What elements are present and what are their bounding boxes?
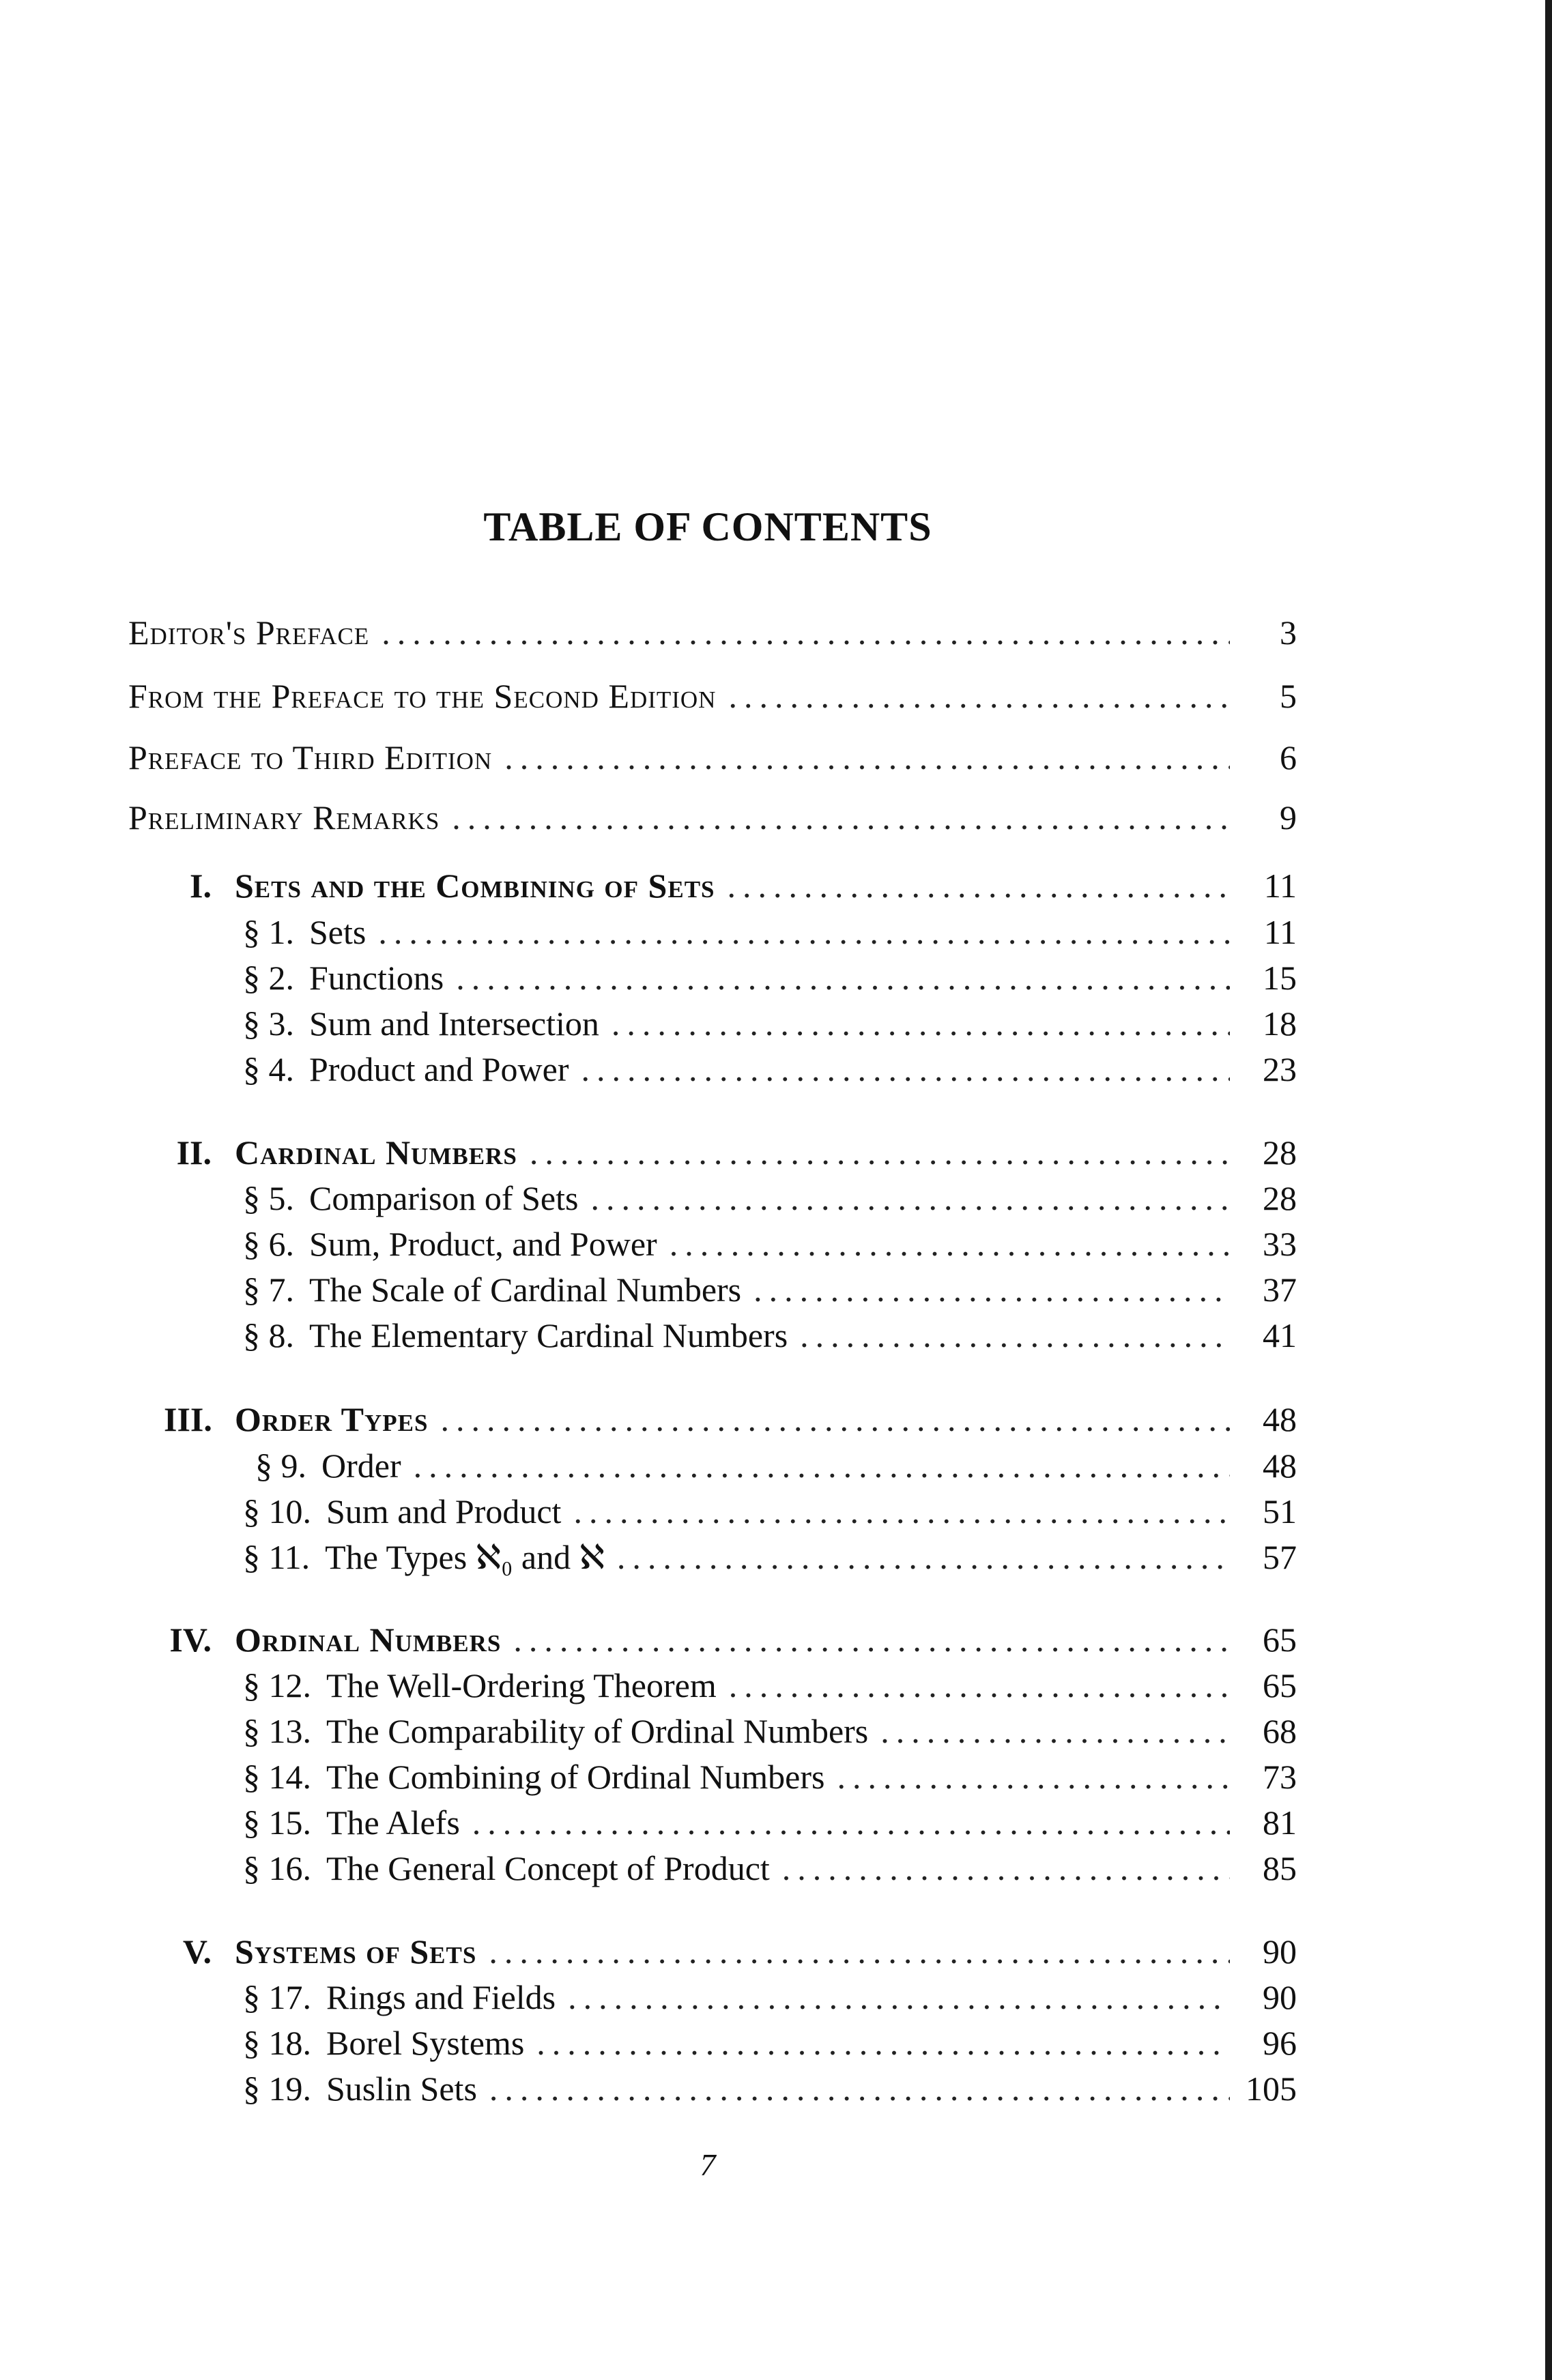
toc-entry-page: 9 (1280, 798, 1297, 837)
toc-chapter-2[interactable] (164, 1131, 1297, 1174)
dot-leader (617, 1535, 1230, 1579)
dot-leader (837, 1755, 1230, 1799)
section-title: Order (321, 1447, 401, 1485)
section-page: 18 (1263, 1004, 1297, 1043)
chapter-page: 48 (1263, 1400, 1297, 1438)
section-number: § 6. (243, 1225, 294, 1263)
section-number: § 18. (243, 2024, 311, 2062)
dot-leader (670, 1222, 1230, 1266)
section-title: Sum and Product (326, 1492, 562, 1530)
section-number: § 19. (243, 2070, 311, 2108)
dot-leader (378, 910, 1230, 954)
section-title: Comparison of Sets (309, 1179, 579, 1217)
section-title: The Types ℵ₀ and ℵ (325, 1538, 605, 1576)
section-number: § 9. (255, 1447, 306, 1485)
toc-entry-page: 5 (1280, 677, 1297, 715)
chapter-page: 11 (1263, 867, 1297, 905)
dot-leader (880, 1709, 1230, 1753)
chapter-numeral: I. (190, 867, 212, 905)
section-title: The Well-Ordering Theorem (326, 1666, 717, 1704)
toc-entry-preface-second-edition[interactable] (128, 674, 1297, 718)
chapter-title: Ordinal Numbers (235, 1621, 502, 1659)
section-title: The Scale of Cardinal Numbers (309, 1271, 742, 1309)
chapter-title: Cardinal Numbers (235, 1133, 517, 1172)
dot-leader (728, 674, 1230, 718)
toc-section[interactable] (243, 956, 1297, 1000)
section-title: The Combining of Ordinal Numbers (326, 1758, 825, 1796)
dot-leader (800, 1314, 1230, 1357)
toc-section[interactable] (243, 910, 1297, 954)
toc-chapter-1[interactable] (164, 864, 1297, 908)
section-number: § 2. (243, 959, 294, 997)
toc-section[interactable] (243, 1664, 1297, 1707)
dot-leader (590, 1176, 1230, 1220)
section-page: 90 (1263, 1978, 1297, 2016)
section-title: Sum and Intersection (309, 1004, 599, 1043)
section-page: 96 (1263, 2024, 1297, 2062)
section-title: Functions (309, 959, 444, 997)
chapter-numeral: IV. (169, 1621, 212, 1659)
section-page: 73 (1263, 1758, 1297, 1796)
section-title: The Alefs (326, 1803, 460, 1842)
section-title: Sets (309, 913, 367, 951)
dot-leader (489, 1930, 1230, 1973)
toc-section[interactable] (243, 1801, 1297, 1844)
toc-entry-editors-preface[interactable] (128, 611, 1297, 654)
dot-leader (581, 1047, 1231, 1091)
chapter-numeral: V. (182, 1932, 212, 1971)
section-number: § 8. (243, 1316, 294, 1354)
section-title: Rings and Fields (326, 1978, 556, 2016)
toc-section[interactable] (243, 1709, 1297, 1753)
dot-leader (513, 1618, 1230, 1661)
chapter-page: 90 (1263, 1932, 1297, 1971)
section-number: § 17. (243, 1978, 311, 2016)
toc-section[interactable] (243, 1535, 1297, 1579)
toc-chapter-4[interactable] (164, 1618, 1297, 1661)
section-page: 81 (1263, 1803, 1297, 1842)
page-number: 7 (700, 2147, 716, 2182)
toc-section[interactable] (255, 1444, 1297, 1488)
section-page: 28 (1263, 1179, 1297, 1217)
section-number: § 12. (243, 1666, 311, 1704)
dot-leader (729, 1664, 1230, 1707)
dot-leader (612, 1002, 1230, 1045)
dot-leader (472, 1801, 1230, 1844)
section-number: § 11. (243, 1538, 311, 1576)
section-title: Sum, Product, and Power (309, 1225, 657, 1263)
chapter-title: Order Types (235, 1400, 429, 1438)
section-page: 15 (1263, 959, 1297, 997)
dot-leader (530, 1131, 1230, 1174)
dot-leader (504, 736, 1230, 779)
toc-entry-label: Editor's Preface (128, 613, 370, 652)
section-page: 33 (1263, 1225, 1297, 1263)
section-page: 65 (1263, 1666, 1297, 1704)
toc-entry-preliminary-remarks[interactable] (128, 796, 1297, 839)
dot-leader (536, 2021, 1230, 2065)
chapter-page: 28 (1263, 1133, 1297, 1172)
section-number: § 7. (243, 1271, 294, 1309)
section-page: 11 (1263, 913, 1297, 951)
section-title: Suslin Sets (326, 2070, 477, 2108)
toc-entry-page: 3 (1280, 613, 1297, 652)
section-number: § 10. (243, 1492, 311, 1530)
toc-entry-page: 6 (1280, 738, 1297, 777)
section-title: The Elementary Cardinal Numbers (309, 1316, 788, 1354)
toc-section[interactable] (243, 1755, 1297, 1799)
dot-leader (782, 1846, 1230, 1890)
toc-section[interactable] (243, 1002, 1297, 1045)
section-page: 105 (1246, 2070, 1297, 2108)
chapter-numeral: II. (176, 1133, 212, 1172)
toc-entry-label: From the Preface to the Second Edition (128, 677, 717, 715)
toc-chapter-3[interactable] (164, 1397, 1297, 1441)
toc-entry-label: Preface to Third Edition (128, 738, 493, 777)
chapter-title: Systems of Sets (235, 1932, 477, 1971)
dot-leader (382, 611, 1230, 654)
section-page: 57 (1263, 1538, 1297, 1576)
section-page: 23 (1263, 1050, 1297, 1088)
section-page: 51 (1263, 1492, 1297, 1530)
toc-section[interactable] (243, 1975, 1297, 2019)
page-title: TABLE OF CONTENTS (483, 504, 932, 549)
section-number: § 5. (243, 1179, 294, 1217)
section-number: § 16. (243, 1849, 311, 1887)
toc-section[interactable] (243, 2067, 1297, 2110)
section-page: 68 (1263, 1712, 1297, 1750)
toc-section[interactable] (243, 1846, 1297, 1890)
toc-section[interactable] (243, 1176, 1297, 1220)
section-number: § 13. (243, 1712, 311, 1750)
dot-leader (753, 1268, 1230, 1311)
chapter-page: 65 (1263, 1621, 1297, 1659)
section-page: 41 (1263, 1316, 1297, 1354)
toc-entry-preface-third-edition[interactable] (128, 736, 1297, 779)
dot-leader (573, 1490, 1230, 1533)
section-title: Borel Systems (326, 2024, 525, 2062)
dot-leader (452, 796, 1230, 839)
section-title: Product and Power (309, 1050, 569, 1088)
dot-leader (440, 1397, 1230, 1441)
section-number: § 4. (243, 1050, 294, 1088)
section-page: 85 (1263, 1849, 1297, 1887)
dot-leader (728, 864, 1231, 908)
section-number: § 15. (243, 1803, 311, 1842)
section-number: § 1. (243, 913, 294, 951)
chapter-numeral: III. (164, 1400, 212, 1438)
dot-leader (568, 1975, 1230, 2019)
dot-leader (489, 2067, 1230, 2110)
toc-chapter-5[interactable] (164, 1930, 1297, 1973)
section-number: § 14. (243, 1758, 311, 1796)
chapter-title: Sets and the Combining of Sets (235, 867, 715, 905)
toc-section[interactable] (243, 1047, 1297, 1091)
section-number: § 3. (243, 1004, 294, 1043)
toc-section[interactable] (243, 1222, 1297, 1266)
toc-section[interactable] (243, 2021, 1297, 2065)
section-page: 48 (1263, 1447, 1297, 1485)
section-page: 37 (1263, 1271, 1297, 1309)
toc-section[interactable] (243, 1314, 1297, 1357)
toc-entry-label: Preliminary Remarks (128, 798, 440, 837)
section-title: The Comparability of Ordinal Numbers (326, 1712, 869, 1750)
dot-leader (456, 956, 1230, 1000)
section-title: The General Concept of Product (326, 1849, 770, 1887)
toc-section[interactable] (243, 1490, 1297, 1533)
toc-section[interactable] (243, 1268, 1297, 1311)
dot-leader (414, 1444, 1230, 1488)
